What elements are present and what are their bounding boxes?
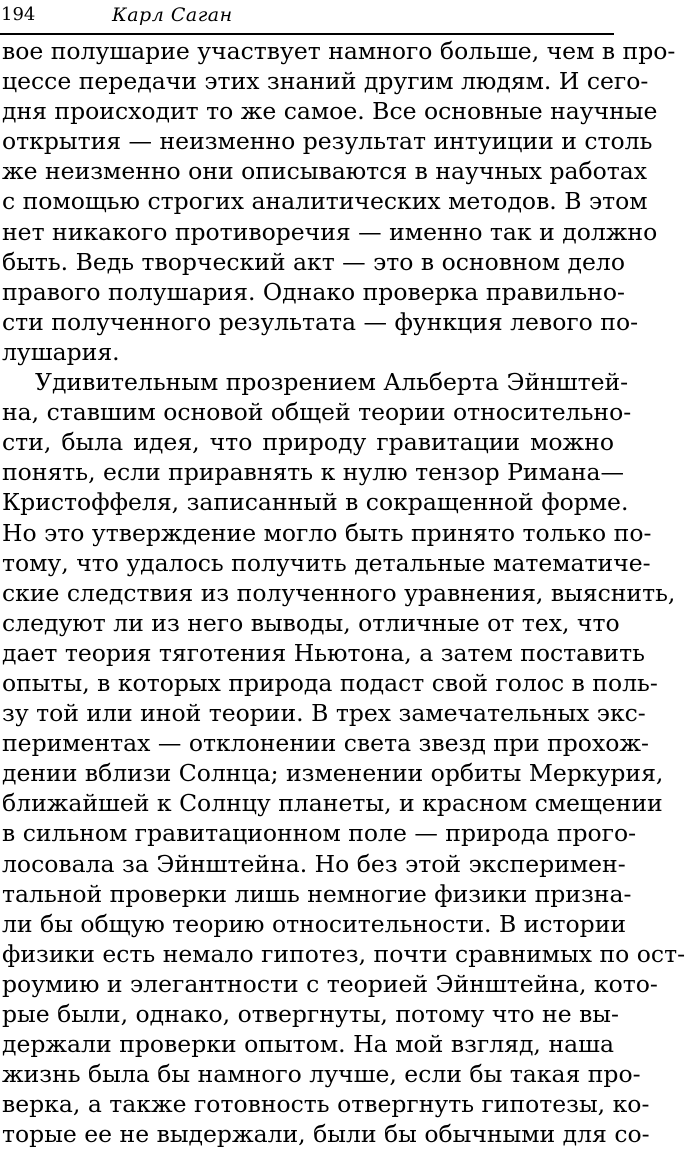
text-line: ли бы общую теорию относительности. В истории — [2, 909, 627, 938]
text-line: рые были, однако, отвергнуты, потому что не вы- — [2, 1000, 619, 1028]
paragraph-end-line: лушария. — [2, 337, 120, 366]
text-line: нет никакого противоречия — именно так и должно — [2, 217, 658, 246]
text-line: цессе передачи этих знаний другим людям. И сего- — [2, 67, 649, 96]
text-line: следуют ли из него выводы, отличные от тех, что — [2, 608, 620, 637]
page-number: 194 — [1, 4, 36, 25]
page-header — [0, 2, 614, 36]
running-head-author: Карл Саган — [112, 4, 233, 26]
text-line: быть. Ведь творческий акт — это в основном дело — [2, 247, 625, 276]
text-line: ближайшей к Солнцу планеты, и красном смещении — [2, 789, 663, 818]
text-line: дня происходит то же самое. Все основные научные — [2, 97, 658, 126]
text-line: вое полушарие участвует намного больше, чем в про- — [2, 37, 676, 65]
paragraph-first-line: Удивительным прозрением Альберта Эйнштей- — [35, 368, 629, 397]
text-line: с помощью строгих аналитических методов. В этом — [2, 187, 648, 216]
text-line: опыты, в которых природа подаст свой голос в поль- — [2, 668, 658, 697]
header-rule — [0, 33, 614, 35]
text-line: тальной проверки лишь немногие физики призна- — [2, 879, 632, 908]
text-line: дении вблизи Солнца; изменении орбиты Меркурия, — [2, 759, 664, 788]
text-line: роумию и элегантности с теорией Эйнштейна, кото- — [2, 969, 658, 998]
text-line: в сильном гравитационном поле — природа прого- — [2, 819, 637, 848]
text-line: тому, что удалось получить детальные математиче- — [2, 548, 651, 577]
text-line: понять, если приравнять к нулю тензор Римана— — [2, 458, 625, 487]
text-line: жизнь была бы намного лучше, если бы такая про- — [2, 1060, 641, 1089]
text-line: сти, была идея, что природу гравитации можно — [2, 428, 614, 457]
text-line: сти полученного результата — функция левого по- — [2, 307, 639, 336]
text-line: же неизменно они описываются в научных работах — [2, 157, 648, 186]
text-line: Но это утверждение могло быть принято только по- — [2, 518, 652, 547]
text-line: верка, а также готовность отвергнуть гипотезы, ко- — [2, 1090, 650, 1119]
text-line: периментах — отклонении света звезд при прохож- — [2, 729, 649, 758]
text-line: открытия — неизменно результат интуиции и столь — [2, 127, 653, 156]
text-line: Кристоффеля, записанный в сокращенной форме. — [2, 488, 629, 517]
text-line: ские следствия из полученного уравнения, выяснить, — [2, 578, 676, 607]
text-line: торые ее не выдержали, были бы обычными для со- — [2, 1120, 650, 1149]
text-line: дает теория тяготения Ньютона, а затем поставить — [2, 638, 645, 667]
text-line: лосовала за Эйнштейна. Но без этой эксперимен- — [2, 849, 626, 878]
text-line: держали проверки опытом. На мой взгляд, наша — [2, 1030, 614, 1059]
text-line: физики есть немало гипотез, почти сравнимых по ост- — [2, 939, 685, 968]
text-line: зу той или иной теории. В трех замечательных экс- — [2, 699, 646, 728]
page-body — [2, 36, 685, 1149]
text-line: на, ставшим основой общей теории относительно- — [2, 398, 632, 427]
text-line: правого полушария. Однако проверка правильно- — [2, 277, 625, 306]
